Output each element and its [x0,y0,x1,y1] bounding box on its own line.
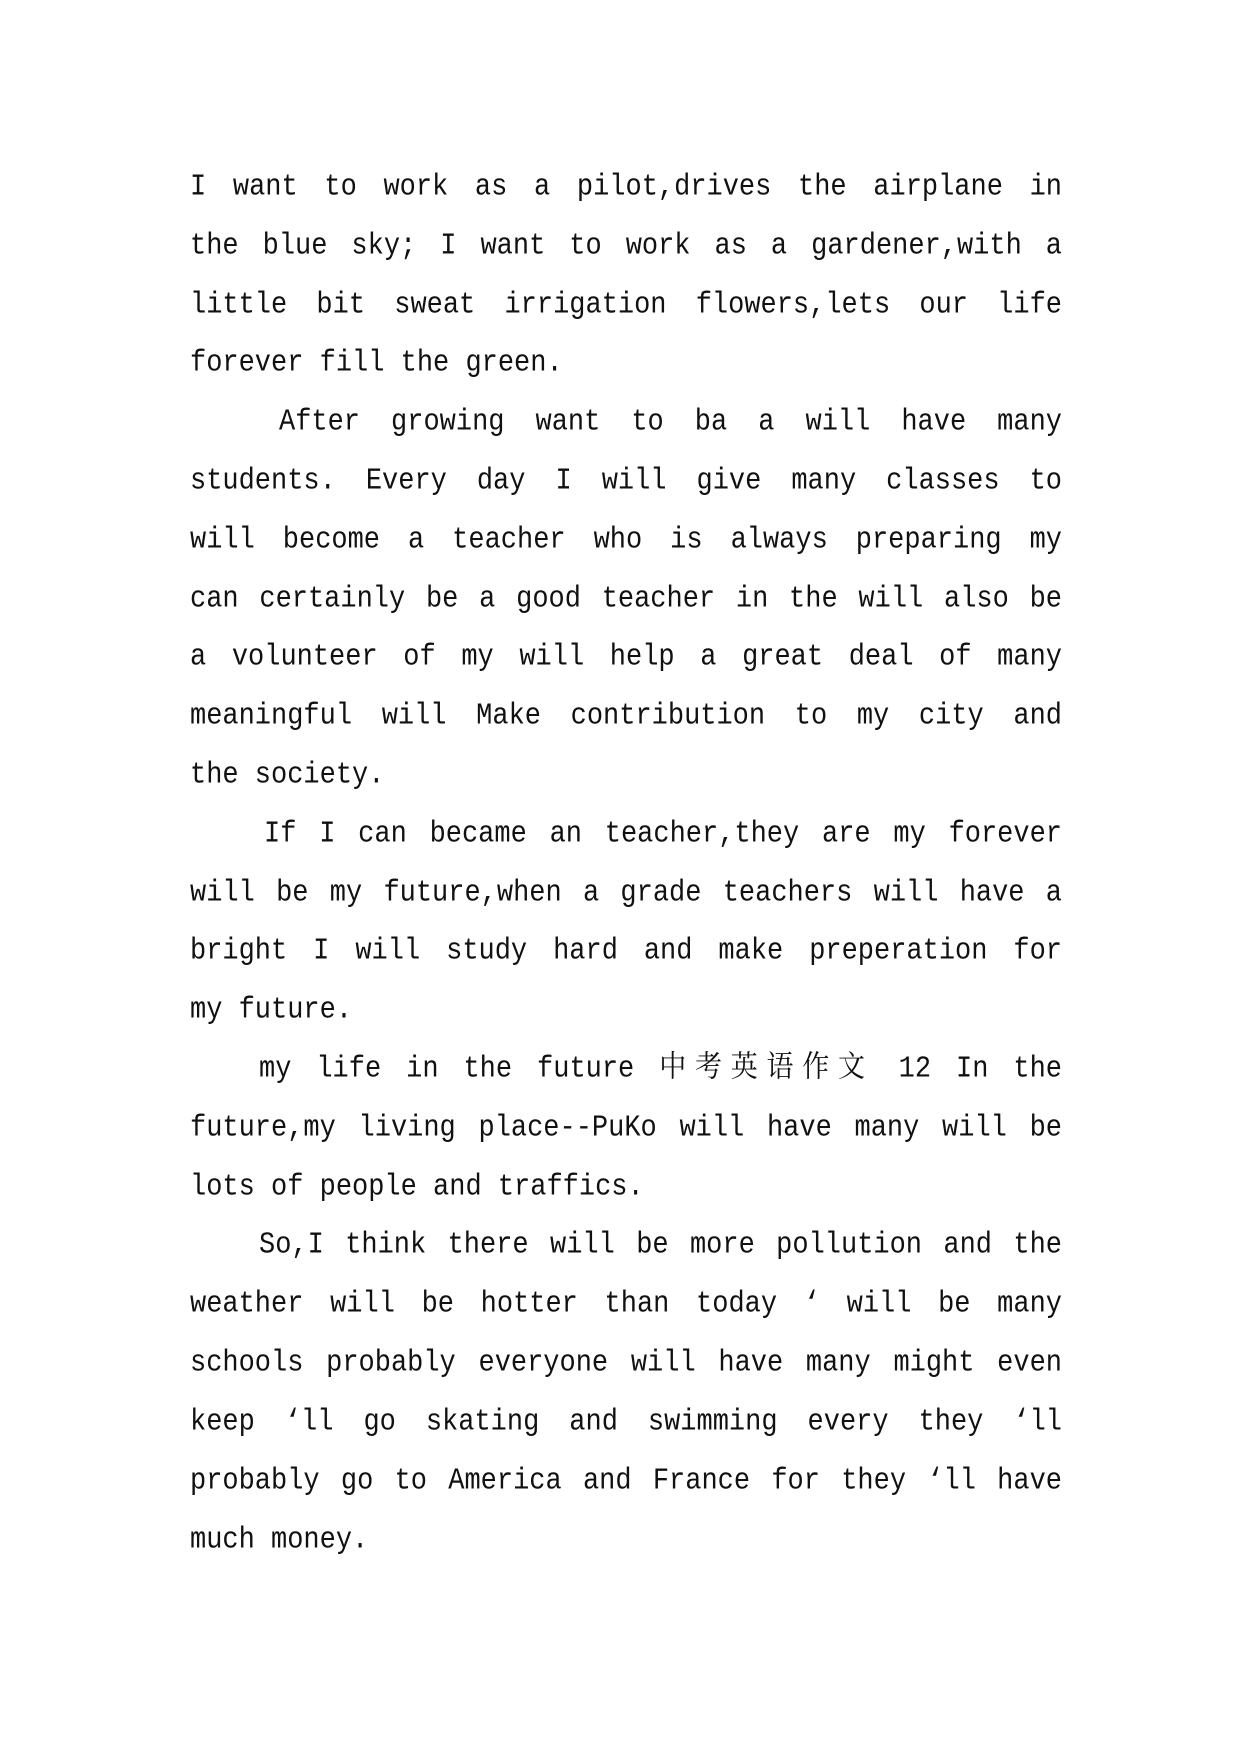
text-line: my future. [190,994,353,1028]
text-line: will be my future,when a grade teachers will have a [190,877,1062,911]
text-line: forever fill the green. [190,347,563,381]
text-line: little bit sweat irrigation flowers,lets our life [190,289,1062,323]
text-line: the blue sky; I want to work as a gardener,with a [190,230,1062,264]
text-line: After growing want to ba a will have many [279,406,1062,440]
text-line: I want to work as a pilot,drives the airplane in [190,171,1062,205]
text-line: If I can became an teacher,they are my forever [264,818,1062,852]
text-line: So,I think there will be more pollution and the [259,1229,1062,1263]
text-line: meaningful will Make contribution to my city and [190,700,1062,734]
text-line: a volunteer of my will help a great deal of many [190,641,1062,675]
text-line: schools probably everyone will have many might even [190,1347,1062,1381]
text-line: future,my living place--PuKo will have many will be [190,1112,1062,1146]
text-line: my life in the future 中考英语作文 12 In the [259,1053,1062,1087]
text-line: keep ‘ll go skating and swimming every they ‘ll [190,1406,1062,1440]
text-line: weather will be hotter than today ‘ will be many [190,1288,1062,1322]
text-line: can certainly be a good teacher in the will also be [190,583,1062,617]
text-line: much money. [190,1524,369,1558]
text-line: will become a teacher who is always preparing my [190,524,1062,558]
text-line: the society. [190,759,385,793]
text-line: lots of people and traffics. [190,1171,644,1205]
text-line: bright I will study hard and make preperation for [190,935,1062,969]
text-line: students. Every day I will give many classes to [190,465,1062,499]
text-line: probably go to America and France for they ‘ll have [190,1465,1062,1499]
